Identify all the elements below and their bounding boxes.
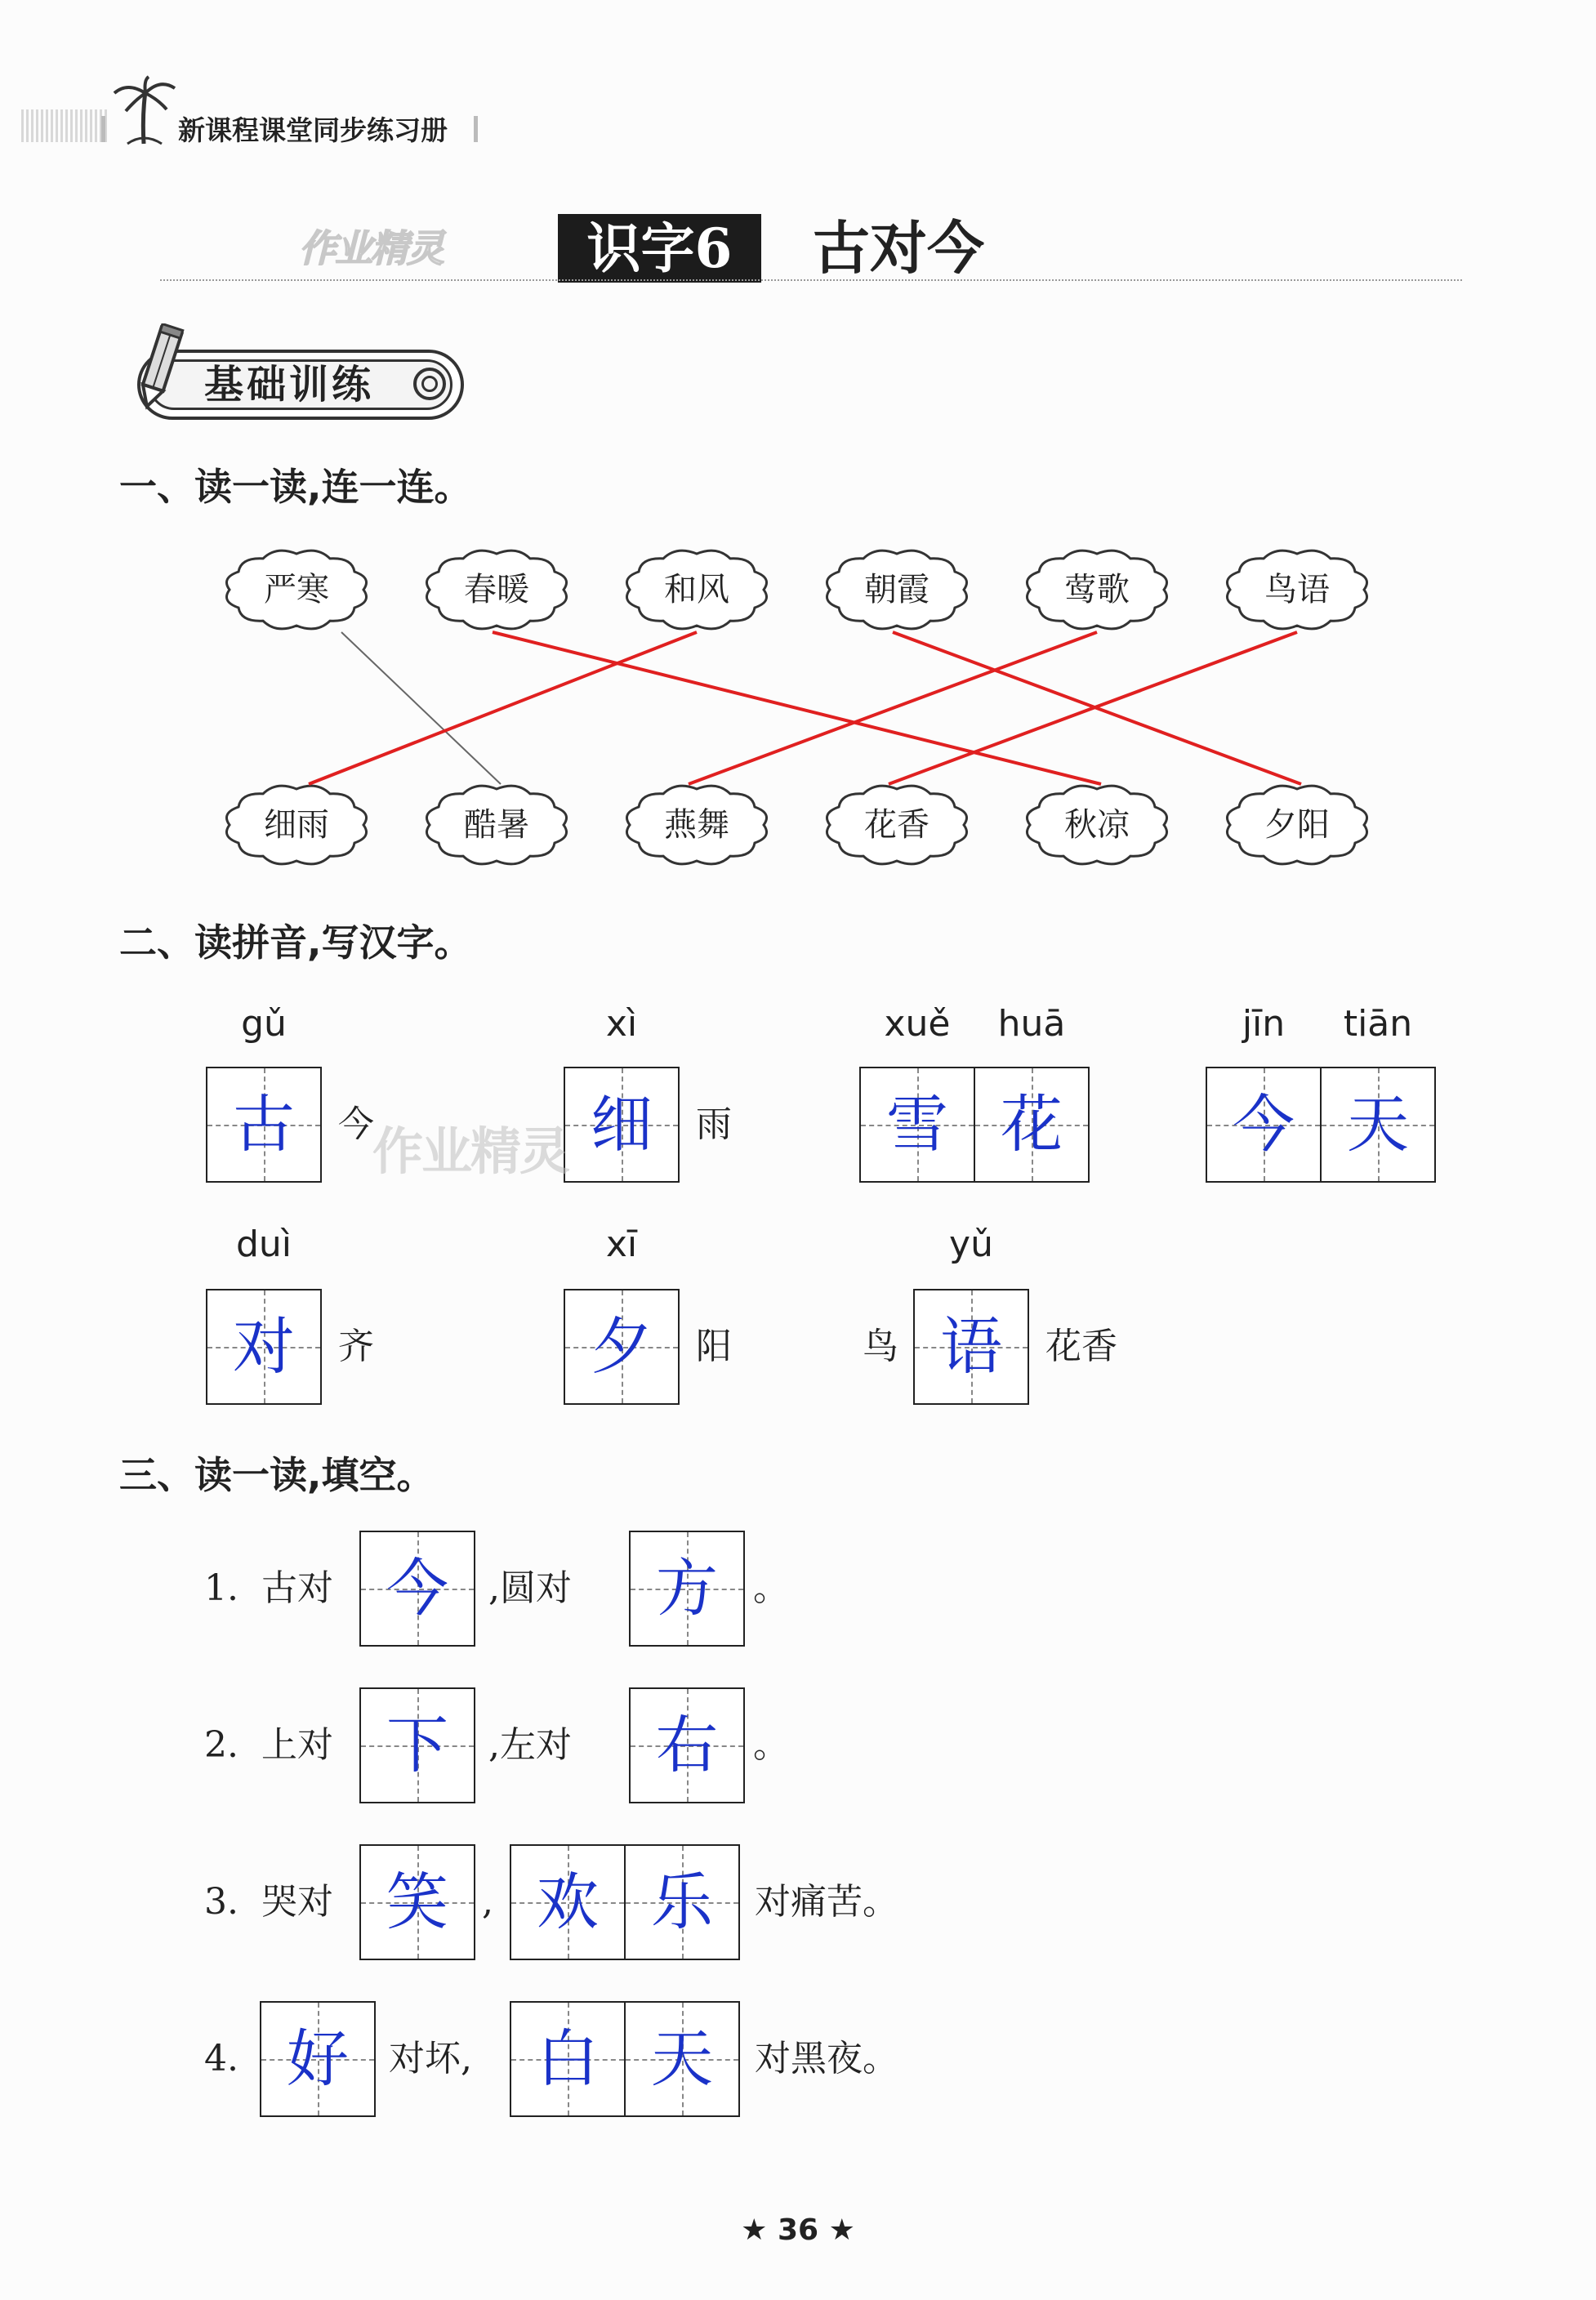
answer-char: 今	[1233, 1088, 1295, 1161]
writing-box[interactable]	[359, 1687, 475, 1803]
answer-char: 细	[591, 1088, 653, 1161]
writing-box[interactable]	[564, 1067, 680, 1183]
question-number: 2.	[204, 1724, 239, 1766]
answer-char: 今	[386, 1552, 448, 1625]
word-suffix: 齐	[338, 1326, 374, 1367]
word-suffix: 今	[338, 1103, 374, 1145]
section-3-heading: 三、读一读,填空。	[119, 1453, 435, 1497]
answer-char: 欢	[537, 1865, 599, 1938]
connection-line	[493, 632, 1101, 784]
question-text: 对坏,	[389, 2038, 472, 2079]
writing-box[interactable]	[359, 1844, 475, 1960]
answer-char: 下	[386, 1709, 448, 1781]
bottom-word[interactable]: 花香	[864, 806, 930, 844]
writing-box[interactable]	[624, 1844, 740, 1960]
pinyin-label: jīn	[1242, 1003, 1286, 1045]
page-number: ★ 36 ★	[741, 2213, 855, 2247]
bottom-word[interactable]: 酷暑	[464, 806, 529, 844]
question-text: 对黑夜。	[755, 2038, 898, 2079]
answer-char: 白	[537, 2022, 599, 2095]
question-text: 哭对	[261, 1881, 333, 1923]
pinyin-label: xì	[605, 1003, 638, 1045]
writing-box[interactable]	[1206, 1067, 1322, 1183]
writing-box[interactable]	[913, 1289, 1029, 1405]
lesson-label: 识字6	[558, 214, 761, 283]
writing-box[interactable]	[1320, 1067, 1436, 1183]
matching-area	[0, 0, 1596, 898]
top-word[interactable]: 严寒	[264, 571, 329, 608]
answer-char: 雪	[886, 1088, 948, 1161]
question-text: ,左对	[488, 1724, 572, 1766]
section-1-heading: 一、读一读,连一连。	[119, 465, 472, 509]
question-text: 。	[753, 1567, 789, 1609]
answer-char: 乐	[651, 1865, 713, 1938]
pinyin-label: duì	[235, 1224, 292, 1265]
answer-char: 语	[940, 1310, 1002, 1383]
answer-char: 好	[287, 2022, 349, 2095]
bottom-word[interactable]: 夕阳	[1264, 806, 1330, 844]
writing-box[interactable]	[624, 2001, 740, 2117]
top-word[interactable]: 莺歌	[1064, 571, 1130, 608]
writing-box[interactable]	[564, 1289, 680, 1405]
book-title: 新课程课堂同步练习册	[178, 114, 448, 146]
question-number: 3.	[204, 1881, 239, 1923]
question-number: 1.	[204, 1567, 239, 1609]
answer-char: 方	[656, 1552, 718, 1625]
word-suffix: 阳	[696, 1326, 732, 1367]
top-word[interactable]: 春暖	[464, 571, 529, 608]
writing-box[interactable]	[510, 2001, 626, 2117]
question-text: 对痛苦。	[755, 1881, 898, 1923]
answer-char: 花	[1001, 1088, 1063, 1161]
pinyin-label: gǔ	[241, 1003, 287, 1045]
connection-line	[689, 632, 1097, 784]
connection-line	[309, 632, 697, 784]
top-word[interactable]: 鸟语	[1264, 571, 1330, 608]
pinyin-label: tiān	[1343, 1003, 1413, 1045]
top-word[interactable]: 朝霞	[864, 571, 930, 608]
answer-char: 夕	[591, 1310, 653, 1383]
pinyin-label: xī	[605, 1224, 638, 1265]
word-prefix: 鸟	[863, 1326, 898, 1367]
lesson-title: 古对今	[813, 214, 984, 282]
question-text: 上对	[261, 1724, 333, 1766]
writing-box[interactable]	[359, 1531, 475, 1647]
question-number: 4.	[204, 2038, 239, 2079]
bottom-word[interactable]: 秋凉	[1064, 806, 1130, 844]
answer-char: 天	[1347, 1088, 1409, 1161]
question-text: ,圆对	[488, 1567, 572, 1609]
answer-char: 笑	[386, 1865, 448, 1938]
top-word[interactable]: 和风	[664, 571, 729, 608]
writing-box[interactable]	[206, 1067, 322, 1183]
writing-box[interactable]	[974, 1067, 1090, 1183]
pinyin-label: yǔ	[949, 1224, 993, 1265]
pinyin-label: huā	[997, 1003, 1066, 1045]
section-2-heading: 二、读拼音,写汉字。	[119, 920, 472, 965]
writing-box[interactable]	[859, 1067, 975, 1183]
word-suffix: 花香	[1045, 1326, 1117, 1367]
writing-box[interactable]	[510, 1844, 626, 1960]
writing-box[interactable]	[206, 1289, 322, 1405]
watermark: 作业精灵	[299, 226, 443, 270]
answer-char: 天	[651, 2022, 713, 2095]
writing-box[interactable]	[629, 1687, 745, 1803]
pinyin-label: xuě	[884, 1003, 951, 1045]
question-text: 古对	[261, 1567, 333, 1609]
bottom-word[interactable]: 细雨	[264, 806, 329, 844]
word-suffix: 雨	[696, 1103, 732, 1145]
writing-box[interactable]	[260, 2001, 376, 2117]
section-badge-label: 基础训练	[204, 362, 375, 408]
watermark: 作业精灵	[372, 1121, 569, 1181]
bottom-word[interactable]: 燕舞	[664, 806, 729, 844]
answer-char: 右	[656, 1709, 718, 1781]
question-text: ,	[482, 1881, 493, 1923]
question-text: 。	[753, 1724, 789, 1766]
answer-char: 对	[233, 1310, 295, 1383]
writing-box[interactable]	[629, 1531, 745, 1647]
answer-char: 古	[233, 1088, 295, 1161]
